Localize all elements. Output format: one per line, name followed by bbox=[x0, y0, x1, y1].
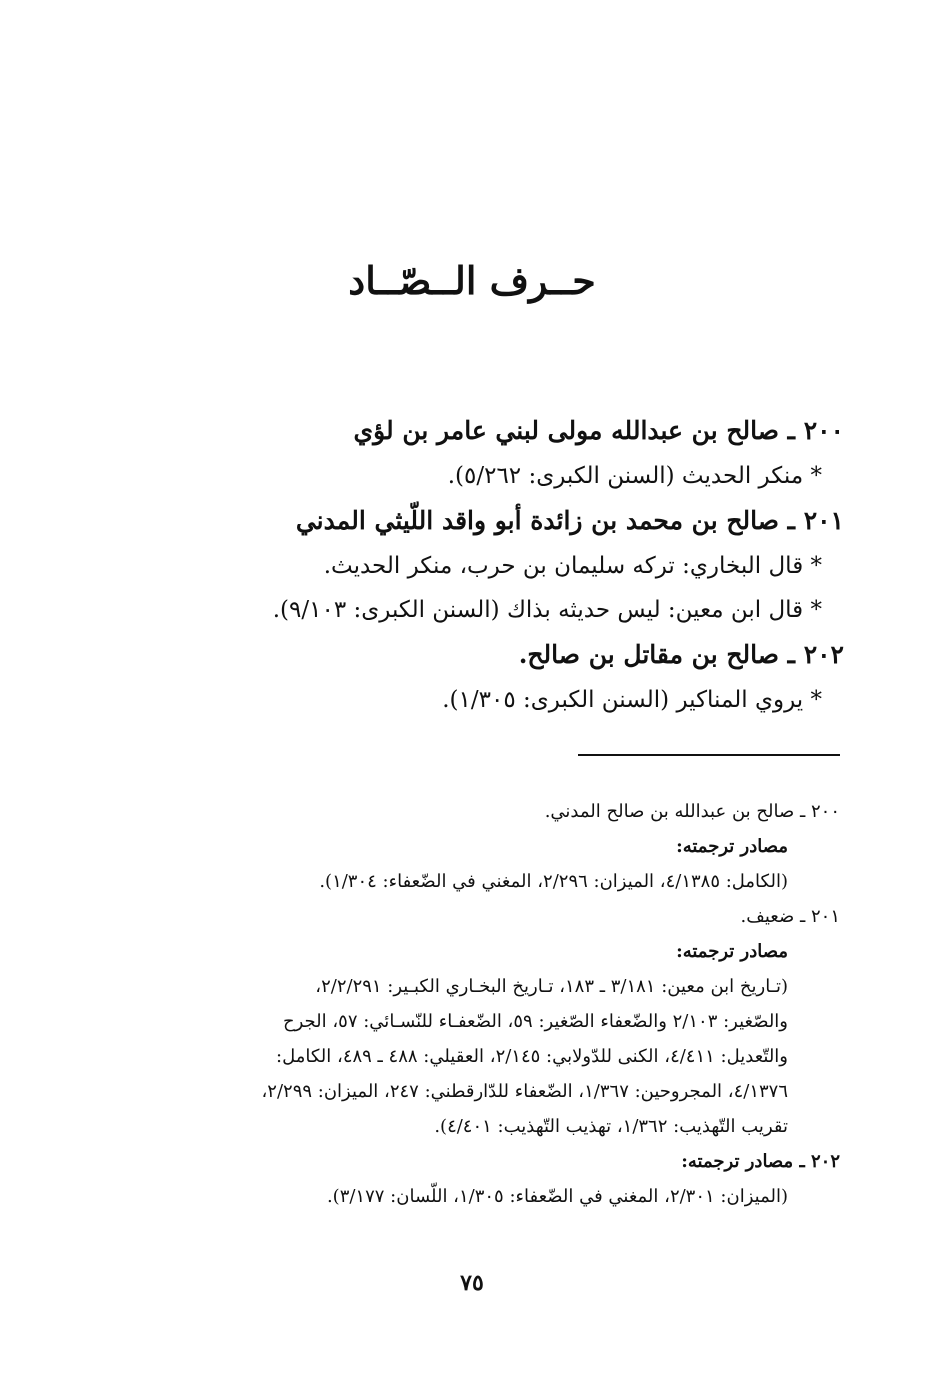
entry-note: * منكر الحديث (السنن الكبرى: ٥/٢٦٢). bbox=[447, 463, 822, 489]
footnote-sources: (الكامل: ٤/١٣٨٥، الميزان: ٢/٢٩٦، المغني في الضّعفاء: ١/٣٠٤). bbox=[319, 871, 788, 892]
footnotes bbox=[142, 794, 840, 1214]
footnote-sources: (الميزان: ٢/٣٠١، المغني في الضّعفاء: ١/٣٠٥، اللّسان: ٣/١٧٧). bbox=[326, 1186, 788, 1207]
footnote-201 bbox=[142, 899, 840, 1144]
footnote-sources-line: والتّعديل: ٤/٤١١، الكنى للدّولابي: ٢/١٤٥، العقيلي: ٤٨٨ ـ ٤٨٩، الكامل: bbox=[276, 1046, 788, 1067]
footnote-sources-label: مصادر ترجمته: bbox=[676, 836, 788, 857]
footnote-sources-line: والصّغير: ٢/١٠٣ والضّعفاء الصّغير: ٥٩، الضّعفـاء للنّسـائي: ٥٧، الجرح bbox=[282, 1011, 788, 1032]
entry-heading: ٢٠٠ ـ صالح بن عبدالله مولى لبني عامر بن لؤي bbox=[353, 416, 844, 445]
footnote-202 bbox=[142, 1144, 840, 1214]
footnote-divider bbox=[578, 754, 840, 756]
entry-201 bbox=[144, 498, 844, 632]
entry-heading: ٢٠١ ـ صالح بن محمد بن زائدة أبو واقد اللّيثي المدني bbox=[295, 506, 844, 535]
entry-note: * يروي المناكير (السنن الكبرى: ١/٣٠٥). bbox=[442, 687, 822, 713]
entry-200 bbox=[144, 408, 844, 498]
footnote-sources-line: ٤/١٣٧٦، المجروحين: ١/٣٦٧، الضّعفاء للدّارقطني: ٢٤٧، الميزان: ٢/٢٩٩، bbox=[261, 1081, 788, 1102]
entry-heading: ٢٠٢ ـ صالح بن مقاتل بن صالح. bbox=[518, 640, 844, 669]
page-number: ٧٥ bbox=[460, 1270, 484, 1296]
footnote-title: ٢٠١ ـ ضعيف. bbox=[740, 906, 840, 927]
footnote-sources-line: (تـاريخ ابن معين: ٣/١٨١ ـ ١٨٣، تـاريخ البخـاري الكبـير: ٢/٢/٢٩١، bbox=[315, 976, 788, 997]
footnote-sources-line: تقريب التّهذيب: ١/٣٦٢، تهذيب التّهذيب: ٤/٤٠١). bbox=[434, 1116, 788, 1137]
footnote-sources-label: مصادر ترجمته: bbox=[676, 941, 788, 962]
entries-list bbox=[144, 408, 844, 722]
entry-note: * قال البخاري: تركه سليمان بن حرب، منكر الحديث. bbox=[323, 553, 822, 579]
footnote-title: ٢٠٠ ـ صالح بن عبدالله بن صالح المدني. bbox=[544, 801, 840, 822]
entry-note: * قال ابن معين: ليس حديثه بذاك (السنن الكبرى: ٩/١٠٣). bbox=[272, 597, 822, 623]
footnote-title: ٢٠٢ ـ مصادر ترجمته: bbox=[681, 1151, 840, 1172]
chapter-title: حــرف الــصّــاد bbox=[348, 258, 596, 303]
footnote-200 bbox=[142, 794, 840, 899]
entry-202 bbox=[144, 632, 844, 722]
